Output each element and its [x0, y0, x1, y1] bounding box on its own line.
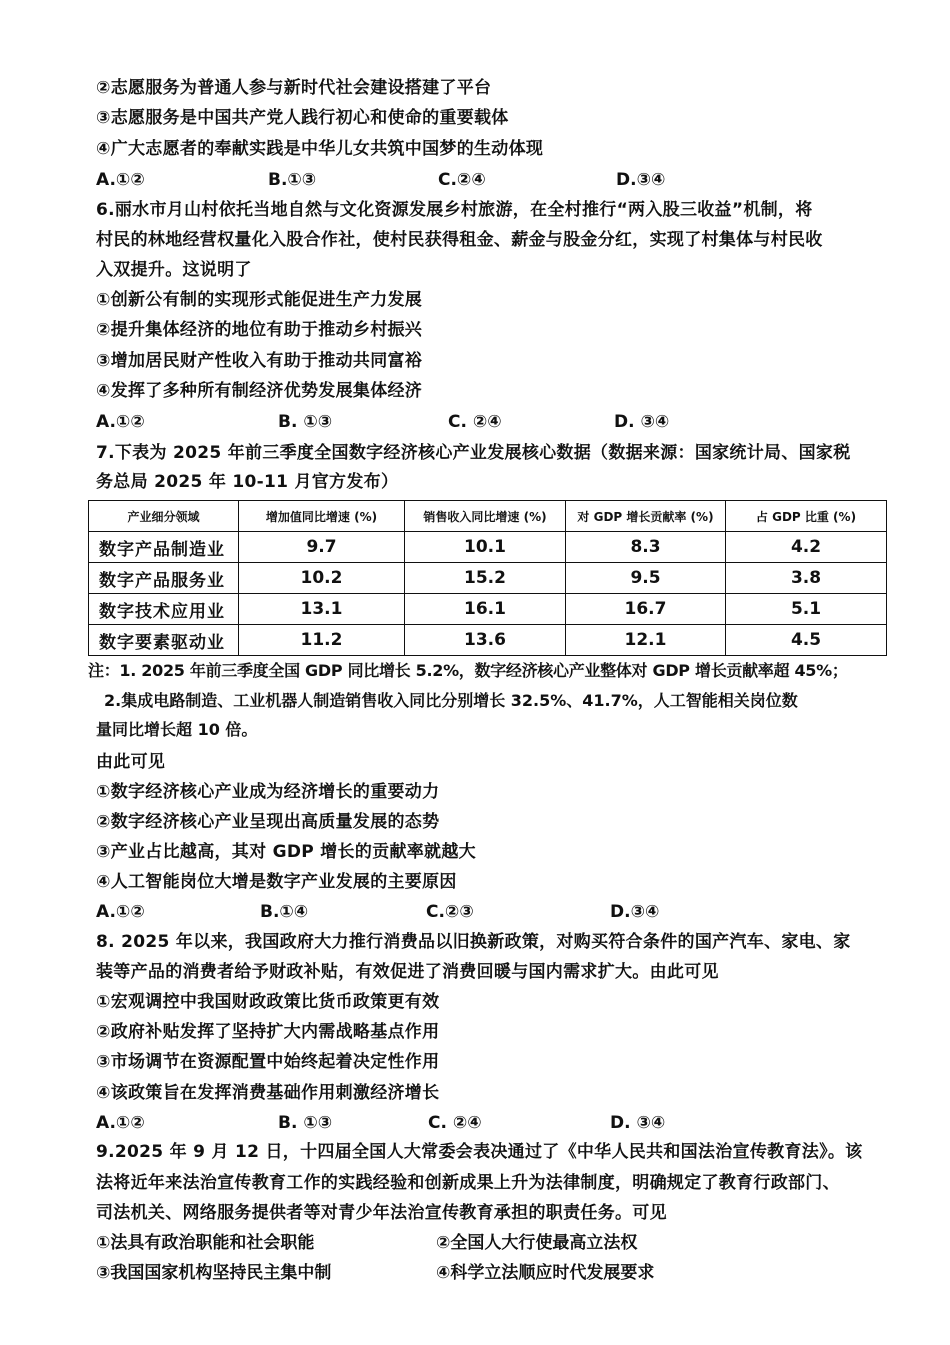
q6-stem-line-3: 入双提升。这说明了: [96, 260, 252, 280]
table-cell: 8.3: [566, 532, 726, 563]
table-header-cell: 产业细分领域: [89, 501, 239, 532]
q9-statement-1: ①法具有政治职能和社会职能: [96, 1233, 315, 1253]
q7-option-b[interactable]: B.①④: [260, 902, 309, 922]
q7-option-a[interactable]: A.①②: [96, 902, 145, 922]
q5-option-b[interactable]: B.①③: [268, 170, 317, 190]
q6-statement-3: ③增加居民财产性收入有助于推动共同富裕: [96, 351, 423, 371]
table-row: [89, 532, 887, 563]
q8-statement-2: ②政府补贴发挥了坚持扩大内需战略基点作用: [96, 1022, 440, 1042]
q5-statement-4: ④广大志愿者的奉献实践是中华儿女共筑中国梦的生动体现: [96, 139, 544, 159]
table-row: [89, 563, 887, 594]
q6-stem-line-2: 村民的林地经营权量化入股合作社，使村民获得租金、薪金与股金分红，实现了村集体与村民收: [96, 230, 823, 250]
table-cell: 13.1: [239, 594, 405, 625]
q7-note-2b: 量同比增长超 10 倍。: [96, 720, 258, 739]
q7-note-1: 注：1. 2025 年前三季度全国 GDP 同比增长 5.2%，数字经济核心产业整体对 GDP 增长贡献率超 45%；: [88, 661, 848, 680]
q7-option-c[interactable]: C.②③: [426, 902, 474, 922]
table-cell: 数字产品服务业: [89, 563, 239, 594]
q9-statement-4: ④科学立法顺应时代发展要求: [436, 1263, 655, 1283]
table-cell: 16.1: [405, 594, 566, 625]
q5-option-c[interactable]: C.②④: [438, 170, 486, 190]
q8-stem-line-1: 8. 2025 年以来，我国政府大力推行消费品以旧换新政策，对购买符合条件的国产汽车、家电、家: [96, 932, 851, 952]
table-header-cell: 增加值同比增速 (%): [239, 501, 405, 532]
table-cell: 10.1: [405, 532, 566, 563]
q7-statement-2: ②数字经济核心产业呈现出高质量发展的态势: [96, 812, 440, 832]
table-row: [89, 625, 887, 656]
q7-data-table: [88, 500, 887, 656]
q8-statement-1: ①宏观调控中我国财政政策比货币政策更有效: [96, 992, 440, 1012]
table-cell: 数字要素驱动业: [89, 625, 239, 656]
table-cell: 11.2: [239, 625, 405, 656]
table-cell: 5.1: [726, 594, 887, 625]
q6-stem-line-1: 6.丽水市月山村依托当地自然与文化资源发展乡村旅游，在全村推行“两入股三收益”机制，将: [96, 200, 813, 220]
q7-note-2a: 2.集成电路制造、工业机器人制造销售收入同比分别增长 32.5%、41.7%，人工智能相关岗位数: [104, 691, 798, 710]
table-cell: 4.2: [726, 532, 887, 563]
q7-statement-3: ③产业占比越高，其对 GDP 增长的贡献率就越大: [96, 842, 476, 862]
q6-option-d[interactable]: D. ③④: [614, 412, 670, 432]
q8-option-d[interactable]: D. ③④: [610, 1113, 666, 1133]
q7-statement-4: ④人工智能岗位大增是数字产业发展的主要原因: [96, 872, 457, 892]
table-cell: 13.6: [405, 625, 566, 656]
q6-statement-1: ①创新公有制的实现形式能促进生产力发展: [96, 290, 423, 310]
q8-statement-3: ③市场调节在资源配置中始终起着决定性作用: [96, 1052, 440, 1072]
q6-option-a[interactable]: A.①②: [96, 412, 145, 432]
q7-option-d[interactable]: D.③④: [610, 902, 660, 922]
table-row: [89, 594, 887, 625]
q9-stem-line-1: 9.2025 年 9 月 12 日，十四届全国人大常委会表决通过了《中华人民共和国法治宣传教育法》。该: [96, 1142, 863, 1162]
table-header-cell: 销售收入同比增速 (%): [405, 501, 566, 532]
q6-option-b[interactable]: B. ①③: [278, 412, 333, 432]
q8-option-b[interactable]: B. ①③: [278, 1113, 333, 1133]
q8-stem-line-2: 装等产品的消费者给予财政补贴，有效促进了消费回暖与国内需求扩大。由此可见: [96, 962, 719, 982]
table-cell: 数字产品制造业: [89, 532, 239, 563]
q7-statement-1: ①数字经济核心产业成为经济增长的重要动力: [96, 782, 440, 802]
q9-statement-2: ②全国人大行使最高立法权: [436, 1233, 638, 1253]
q7-stem-line-1: 7.下表为 2025 年前三季度全国数字经济核心产业发展核心数据（数据来源：国家统计局、国家税: [96, 443, 851, 463]
q9-stem-line-3: 司法机关、网络服务提供者等对青少年法治宣传教育承担的职责任务。可见: [96, 1203, 667, 1223]
q8-statement-4: ④该政策旨在发挥消费基础作用刺激经济增长: [96, 1083, 440, 1103]
table-cell: 9.5: [566, 563, 726, 594]
table-header-row: [89, 501, 887, 532]
q6-statement-2: ②提升集体经济的地位有助于推动乡村振兴: [96, 320, 423, 340]
q9-statement-3: ③我国国家机构坚持民主集中制: [96, 1263, 332, 1283]
table-cell: 16.7: [566, 594, 726, 625]
table-cell: 9.7: [239, 532, 405, 563]
table-cell: 10.2: [239, 563, 405, 594]
table-cell: 4.5: [726, 625, 887, 656]
q9-stem-line-2: 法将近年来法治宣传教育工作的实践经验和创新成果上升为法律制度，明确规定了教育行政部门、: [96, 1173, 840, 1193]
table-cell: 数字技术应用业: [89, 594, 239, 625]
table-header-cell: 占 GDP 比重 (%): [726, 501, 887, 532]
q5-option-a[interactable]: A.①②: [96, 170, 145, 190]
q5-statement-2: ②志愿服务为普通人参与新时代社会建设搭建了平台: [96, 78, 492, 98]
table-cell: 12.1: [566, 625, 726, 656]
q6-statement-4: ④发挥了多种所有制经济优势发展集体经济: [96, 381, 423, 401]
table-cell: 15.2: [405, 563, 566, 594]
q6-option-c[interactable]: C. ②④: [448, 412, 502, 432]
q8-option-a[interactable]: A.①②: [96, 1113, 145, 1133]
table-header-cell: 对 GDP 增长贡献率 (%): [566, 501, 726, 532]
q5-statement-3: ③志愿服务是中国共产党人践行初心和使命的重要载体: [96, 108, 509, 128]
q5-option-d[interactable]: D.③④: [616, 170, 666, 190]
q7-lead: 由此可见: [96, 752, 166, 772]
table-cell: 3.8: [726, 563, 887, 594]
q7-stem-line-2: 务总局 2025 年 10-11 月官方发布）: [96, 472, 399, 492]
q8-option-c[interactable]: C. ②④: [428, 1113, 482, 1133]
